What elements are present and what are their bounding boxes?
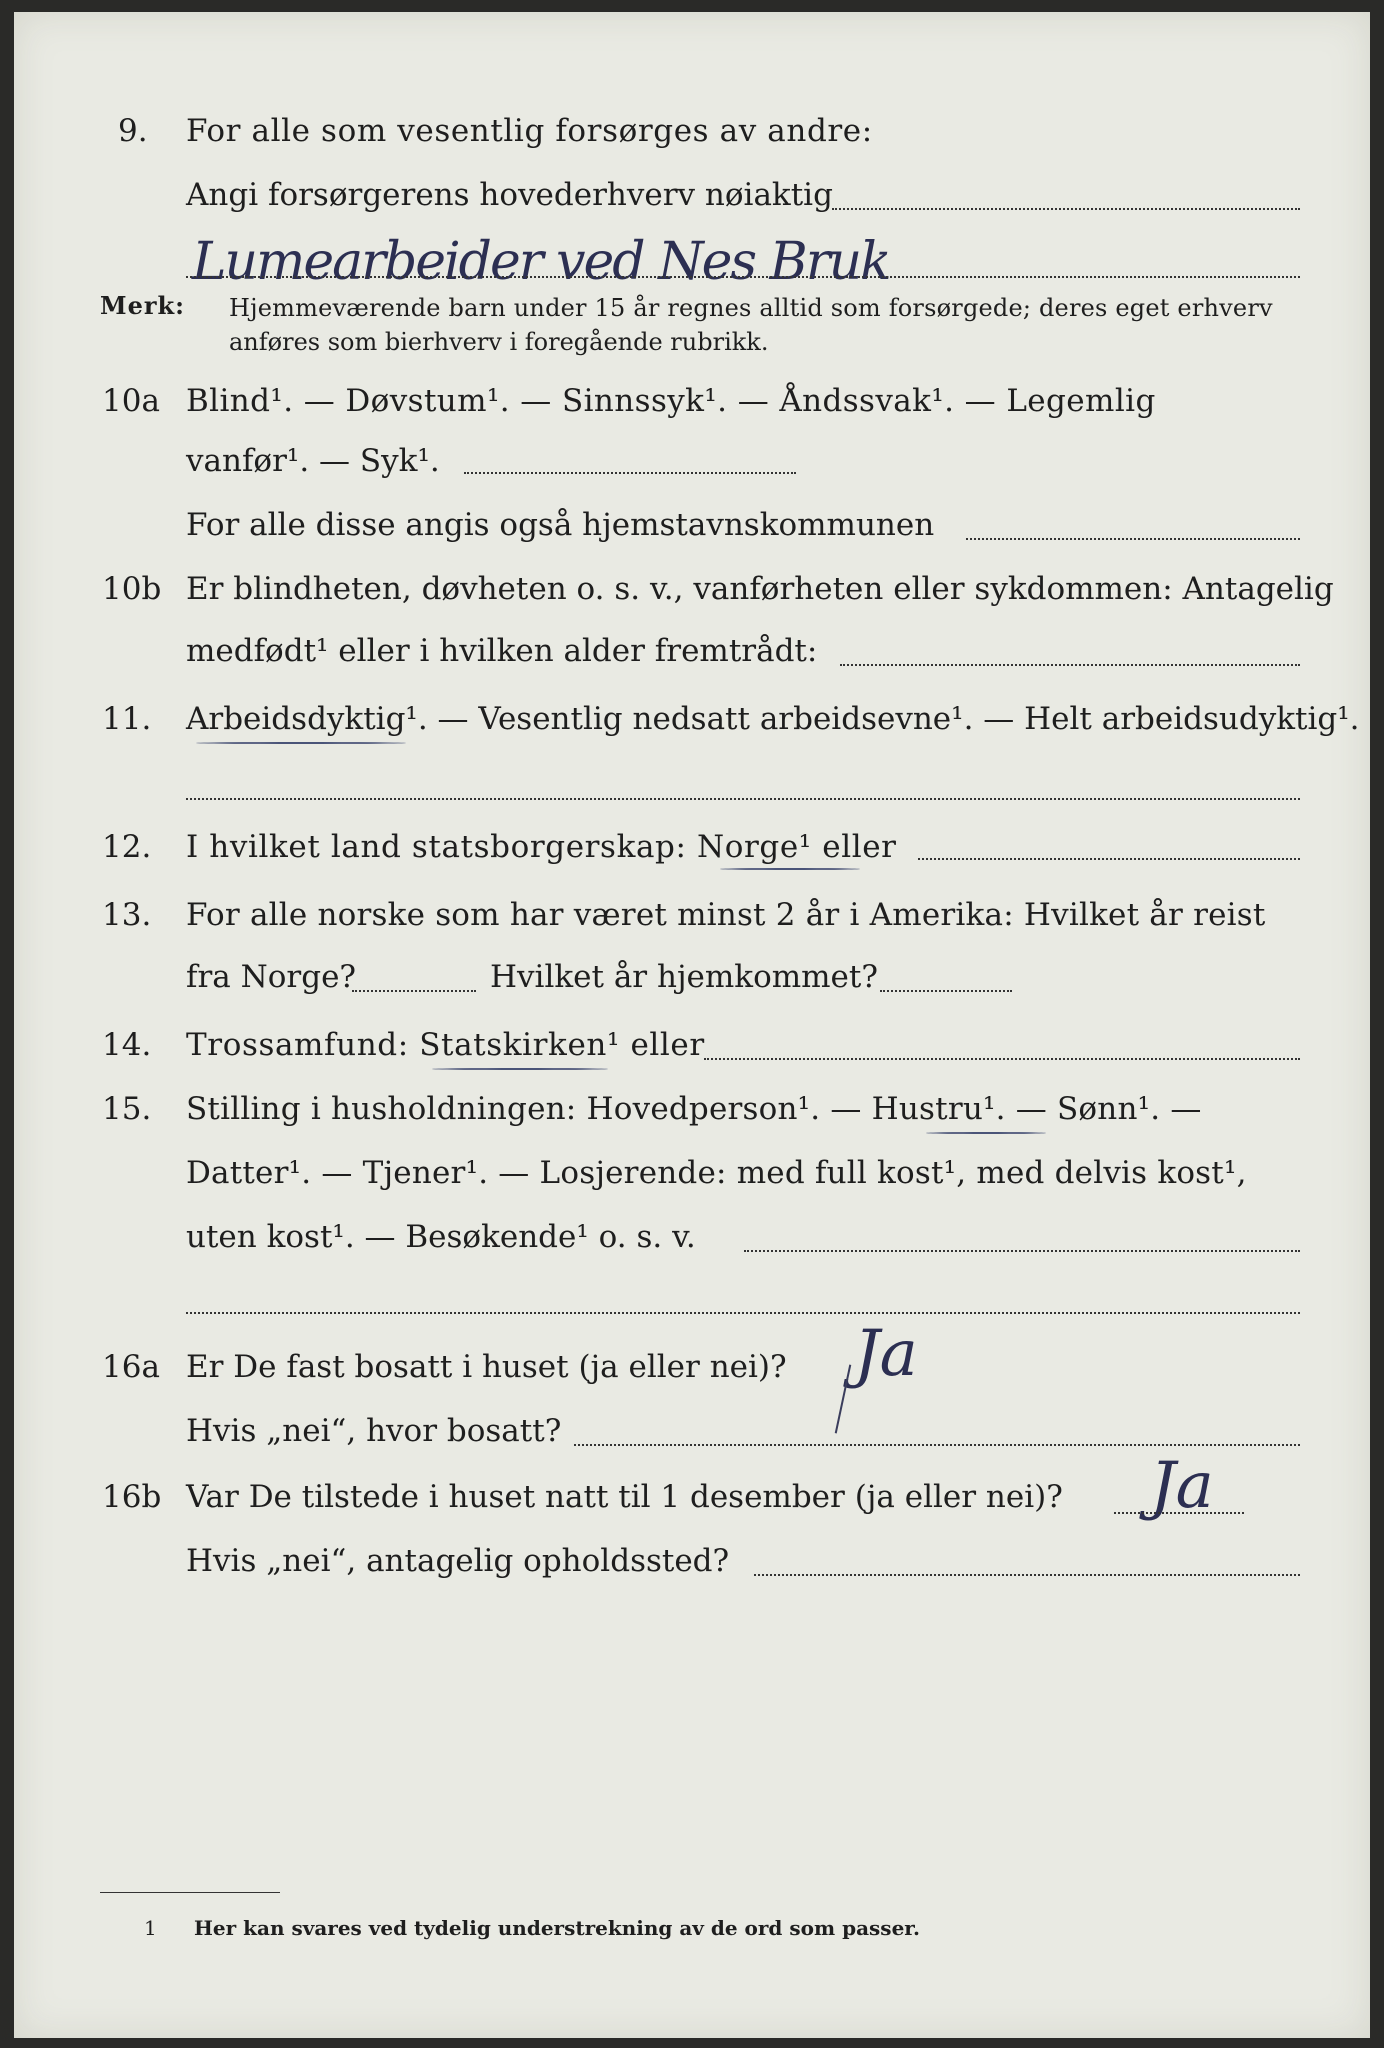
- q9-number: 9.: [118, 113, 148, 149]
- q16a-text-line2: Hvis „nei“, hvor bosatt?: [186, 1413, 562, 1449]
- q13-left-line: [352, 990, 476, 992]
- q16b-stay-line: [754, 1574, 1300, 1576]
- q14-text: Trossamfund: Statskirken¹ eller: [186, 1027, 705, 1063]
- q10b-answer-line: [840, 664, 1300, 666]
- q10a-answer-line: [464, 472, 796, 474]
- q9-handwritten-answer: Lumearbeider ved Nes Bruk: [192, 232, 890, 292]
- q13-returned-line: [880, 990, 1012, 992]
- q15-answer-line-2: [186, 1312, 1300, 1314]
- q16b-text-line1: Var De tilstede i huset natt til 1 desember (ja eller nei)?: [186, 1479, 1063, 1515]
- q10b-text-line1: Er blindheten, døvheten o. s. v., vanførheten eller sykdommen: Antagelig: [186, 571, 1334, 607]
- q10a-number: 10a: [102, 383, 160, 419]
- q15-underline-hustru: [926, 1132, 1046, 1134]
- footnote-rule: [100, 1892, 280, 1893]
- q15-text-line2: Datter¹. — Tjener¹. — Losjerende: med full kost¹, med delvis kost¹,: [186, 1155, 1247, 1191]
- q13-number: 13.: [102, 897, 152, 933]
- q9-text: For alle som vesentlig forsørges av andre:: [186, 113, 873, 149]
- q10b-text-line2: medfødt¹ eller i hvilken alder fremtrådt:: [186, 633, 818, 669]
- q12-number: 12.: [102, 829, 152, 865]
- q10a-text-line1: Blind¹. — Døvstum¹. — Sinnssyk¹. — Åndssvak¹. — Legemlig: [186, 383, 1156, 419]
- q10a-hometown-line: [966, 538, 1300, 540]
- q15-text-line3: uten kost¹. — Besøkende¹ o. s. v.: [186, 1219, 696, 1255]
- q16a-number: 16a: [102, 1349, 160, 1385]
- q10a-text-line3: For alle disse angis også hjemstavnskommunen: [186, 507, 935, 543]
- q16b-answer-line: [1114, 1512, 1244, 1514]
- q16b-text-line2: Hvis „nei“, antagelig opholdssted?: [186, 1543, 730, 1579]
- q11-answer-line: [186, 798, 1300, 800]
- merk-text-line1: Hjemmeværende barn under 15 år regnes alltid som forsørgede; deres eget erhverv: [229, 294, 1273, 322]
- footnote-mark: 1: [144, 1916, 157, 1940]
- q12-underline-norge: [720, 868, 860, 870]
- q11-underline-arbeidsdyktig: [196, 742, 406, 744]
- q16a-answer-line: [574, 1444, 1300, 1446]
- q10a-text-line2: vanfør¹. — Syk¹.: [186, 443, 440, 479]
- q16a-handwritten-answer: Ja: [854, 1317, 918, 1391]
- q13-text-line2b: Hvilket år hjemkommet?: [490, 959, 878, 995]
- q9-prompt: Angi forsørgerens hovederhverv nøiaktig: [186, 177, 833, 213]
- q11-number: 11.: [102, 701, 152, 737]
- q9-answer-line-2: [186, 276, 1300, 278]
- census-form-page: [14, 12, 1370, 2038]
- q12-text: I hvilket land statsborgerskap: Norge¹ eller: [186, 829, 897, 865]
- q11-text: Arbeidsdyktig¹. — Vesentlig nedsatt arbeidsevne¹. — Helt arbeidsudyktig¹.: [186, 701, 1360, 737]
- q16a-text-line1: Er De fast bosatt i huset (ja eller nei)?: [186, 1349, 787, 1385]
- q14-answer-line: [704, 1058, 1300, 1060]
- q14-number: 14.: [102, 1027, 152, 1063]
- footnote-text: Her kan svares ved tydelig understrekning av de ord som passer.: [194, 1916, 920, 1940]
- q9-answer-line: [832, 208, 1300, 210]
- q10b-number: 10b: [102, 571, 162, 607]
- q12-answer-line: [918, 858, 1300, 860]
- q15-number: 15.: [102, 1091, 152, 1127]
- merk-text-line2: anføres som bierhverv i foregående rubrikk.: [229, 328, 769, 356]
- q13-text-line1: For alle norske som har været minst 2 år i Amerika: Hvilket år reist: [186, 897, 1266, 933]
- q16b-number: 16b: [102, 1479, 162, 1515]
- q13-text-line2a: fra Norge?: [186, 959, 357, 995]
- q15-answer-line: [744, 1250, 1300, 1252]
- q16a-pen-stroke: [835, 1365, 852, 1434]
- merk-label: Merk:: [100, 291, 185, 320]
- q15-text-line1: Stilling i husholdningen: Hovedperson¹. — Hustru¹. — Sønn¹. —: [186, 1091, 1202, 1127]
- q14-underline-statskirken: [432, 1068, 608, 1070]
- q16b-handwritten-answer: Ja: [1150, 1449, 1214, 1523]
